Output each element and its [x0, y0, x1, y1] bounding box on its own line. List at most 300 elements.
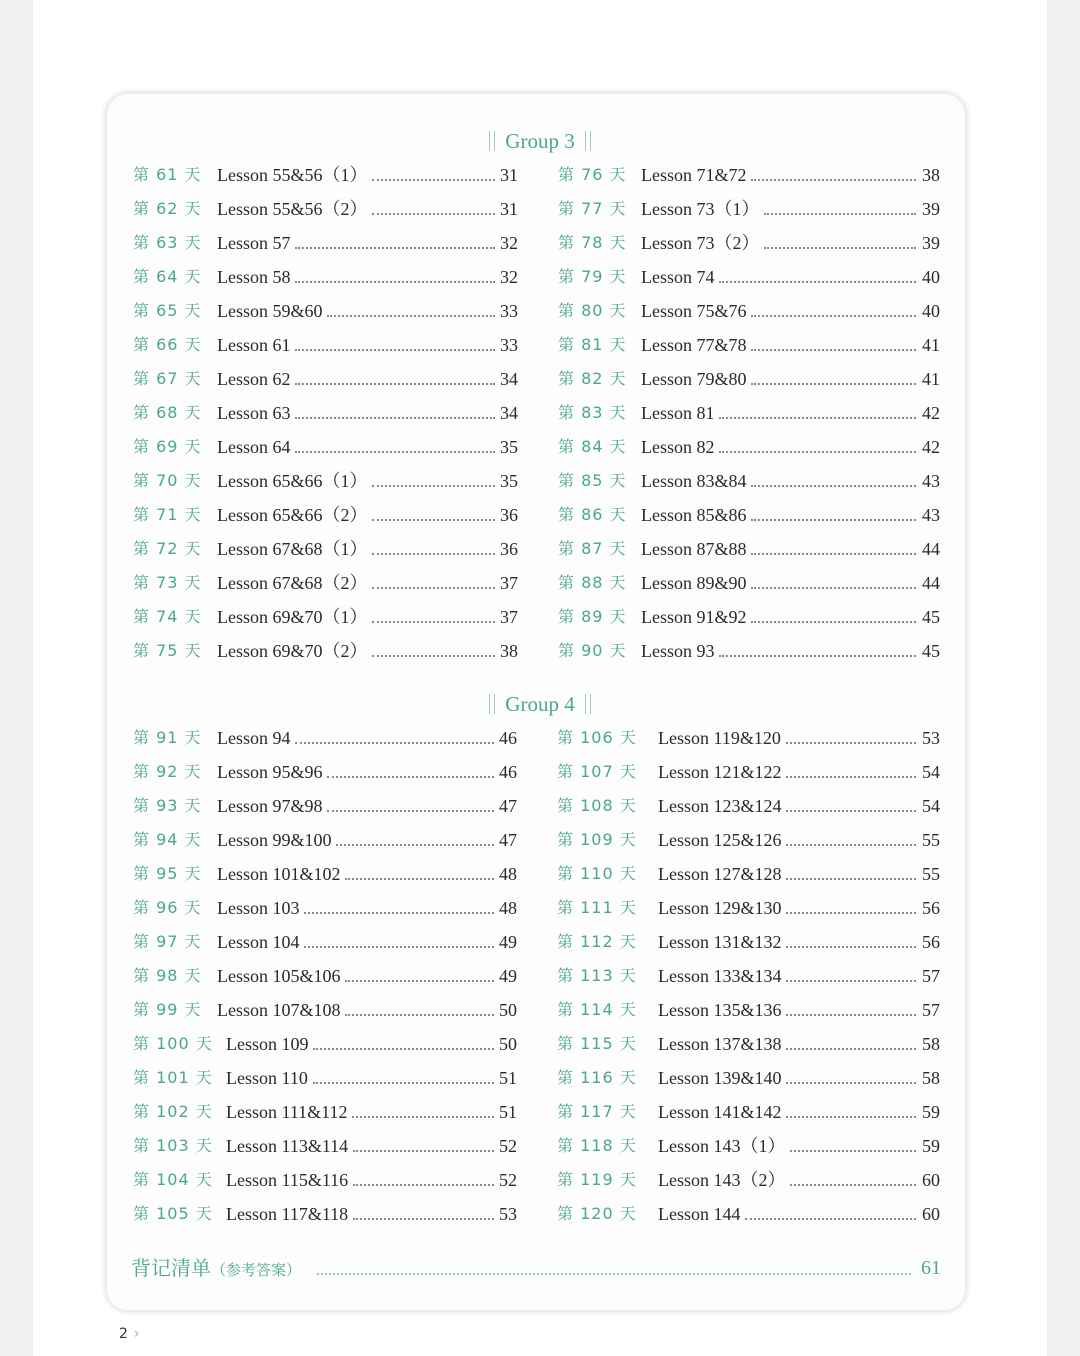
dot-leader [786, 1048, 916, 1050]
lesson-title: Lesson 127&128 [658, 864, 782, 884]
lesson-title: Lesson 103 [217, 898, 300, 918]
toc-entry[interactable] [133, 430, 530, 464]
toc-entry[interactable] [557, 1061, 952, 1095]
lesson-title: Lesson 85&86 [641, 505, 747, 525]
toc-entry[interactable] [133, 891, 529, 925]
day-label: 第 74 天 [133, 607, 202, 626]
page-number: 50 [499, 1034, 517, 1054]
dot-leader [786, 810, 916, 812]
lesson-title: Lesson 89&90 [641, 573, 747, 593]
toc-entry[interactable] [133, 857, 529, 891]
day-label: 第 100 天 [133, 1034, 213, 1053]
lesson-title: Lesson 93 [641, 641, 715, 661]
page-number: 35 [500, 437, 518, 457]
day-label: 第 71 天 [133, 505, 202, 524]
toc-entry[interactable] [133, 1163, 529, 1197]
page-number: 58 [922, 1068, 940, 1088]
toc-entry[interactable] [133, 1027, 529, 1061]
bracket-left-icon [489, 131, 495, 151]
toc-entry[interactable] [133, 362, 530, 396]
lesson-title: Lesson 110 [226, 1068, 308, 1088]
lesson-title: Lesson 61 [217, 335, 291, 355]
page-number: 47 [499, 796, 517, 816]
dot-leader [295, 349, 495, 351]
lesson-title: Lesson 69&70（1） [217, 607, 368, 627]
dot-leader [751, 553, 916, 555]
toc-entry[interactable] [558, 600, 952, 634]
lesson-title: Lesson 119&120 [658, 728, 781, 748]
lesson-title: Lesson 91&92 [641, 607, 747, 627]
toc-entry[interactable] [133, 532, 530, 566]
toc-entry[interactable] [133, 158, 530, 192]
toc-entry[interactable] [557, 823, 952, 857]
page-number: 54 [922, 796, 940, 816]
page-number: 37 [500, 607, 518, 627]
dot-leader [751, 349, 916, 351]
page-number: 53 [922, 728, 940, 748]
dot-leader [719, 451, 916, 453]
toc-entry[interactable] [133, 600, 530, 634]
lesson-title: Lesson 55&56（2） [217, 199, 368, 219]
day-label: 第 105 天 [133, 1204, 213, 1223]
page-number: 48 [499, 898, 517, 918]
page-number: 31 [500, 199, 518, 219]
toc-entry[interactable] [558, 158, 952, 192]
group-3-heading [0, 126, 1080, 156]
day-label: 第 62 天 [133, 199, 202, 218]
dot-leader [790, 1184, 916, 1186]
toc-entry[interactable] [558, 260, 952, 294]
page-number: 57 [922, 966, 940, 986]
dot-leader [372, 553, 495, 555]
day-label: 第 106 天 [557, 728, 637, 747]
dot-leader [317, 1273, 911, 1275]
page-number: 52 [499, 1136, 517, 1156]
dot-leader [786, 912, 916, 914]
lesson-title: Lesson 59&60 [217, 301, 323, 321]
dot-leader [353, 1218, 494, 1220]
page-number: 42 [922, 403, 940, 423]
page-number: 39 [922, 233, 940, 253]
toc-entry[interactable] [557, 1095, 952, 1129]
toc-entry[interactable] [133, 396, 530, 430]
page-number: 38 [922, 165, 940, 185]
dot-leader [786, 878, 916, 880]
toc-entry[interactable] [133, 260, 530, 294]
lesson-title: Lesson 65&66（1） [217, 471, 368, 491]
dot-leader [786, 1082, 916, 1084]
dot-leader [786, 742, 916, 744]
toc-entry[interactable] [557, 857, 952, 891]
toc-entry[interactable] [557, 1163, 952, 1197]
lesson-title: Lesson 62 [217, 369, 291, 389]
day-label: 第 66 天 [133, 335, 202, 354]
day-label: 第 119 天 [557, 1170, 637, 1189]
day-label: 第 117 天 [557, 1102, 637, 1121]
day-label: 第 70 天 [133, 471, 202, 490]
dot-leader [295, 742, 494, 744]
day-label: 第 102 天 [133, 1102, 213, 1121]
page-number: 32 [500, 267, 518, 287]
day-label: 第 68 天 [133, 403, 202, 422]
toc-entry[interactable] [558, 634, 952, 668]
toc-entry[interactable] [557, 993, 952, 1027]
dot-leader [345, 1014, 494, 1016]
page-number: 48 [499, 864, 517, 884]
lesson-title: Lesson 131&132 [658, 932, 782, 952]
toc-entry[interactable] [133, 1061, 529, 1095]
day-label: 第 90 天 [558, 641, 627, 660]
day-label: 第 80 天 [558, 301, 627, 320]
page-number: 41 [922, 335, 940, 355]
day-label: 第 78 天 [558, 233, 627, 252]
dot-leader [295, 281, 495, 283]
lesson-title: Lesson 129&130 [658, 898, 782, 918]
dot-leader [751, 519, 916, 521]
lesson-title: Lesson 74 [641, 267, 715, 287]
toc-entry[interactable] [558, 294, 952, 328]
dot-leader [786, 946, 916, 948]
lesson-title: Lesson 71&72 [641, 165, 747, 185]
lesson-title: Lesson 63 [217, 403, 291, 423]
day-label: 第 82 天 [558, 369, 627, 388]
dot-leader [372, 213, 495, 215]
toc-entry[interactable] [133, 1197, 529, 1231]
page-number: 44 [922, 573, 940, 593]
day-label: 第 110 天 [557, 864, 637, 883]
toc-entry[interactable] [558, 464, 952, 498]
toc-entry[interactable] [133, 755, 529, 789]
day-label: 第 113 天 [557, 966, 637, 985]
lesson-title: Lesson 104 [217, 932, 300, 952]
dot-leader [719, 655, 916, 657]
page-number: 41 [922, 369, 940, 389]
recite-title: 背记清单 [131, 1256, 211, 1280]
dot-leader [786, 1116, 916, 1118]
dot-leader [751, 485, 916, 487]
toc-entry[interactable] [133, 959, 529, 993]
dot-leader [372, 179, 495, 181]
toc-entry[interactable] [133, 993, 529, 1027]
dot-leader [295, 417, 495, 419]
day-label: 第 118 天 [557, 1136, 637, 1155]
dot-leader [764, 247, 916, 249]
day-label: 第 87 天 [558, 539, 627, 558]
page-number: 47 [499, 830, 517, 850]
lesson-title: Lesson 87&88 [641, 539, 747, 559]
page-number: 56 [922, 932, 940, 952]
toc-entry[interactable] [558, 328, 952, 362]
lesson-title: Lesson 95&96 [217, 762, 323, 782]
lesson-title: Lesson 94 [217, 728, 291, 748]
toc-entry[interactable] [133, 464, 530, 498]
toc-entry[interactable] [133, 925, 529, 959]
page-number: 56 [922, 898, 940, 918]
page-number: 55 [922, 864, 940, 884]
dot-leader [313, 1048, 494, 1050]
page-number: 39 [922, 199, 940, 219]
toc-entry[interactable] [557, 1027, 952, 1061]
page-number: 36 [500, 505, 518, 525]
dot-leader [786, 1014, 916, 1016]
page-number: 43 [922, 471, 940, 491]
day-label: 第 63 天 [133, 233, 202, 252]
lesson-title: Lesson 125&126 [658, 830, 782, 850]
day-label: 第 115 天 [557, 1034, 637, 1053]
day-label: 第 111 天 [557, 898, 637, 917]
lesson-title: Lesson 111&112 [226, 1102, 348, 1122]
page-number: 32 [500, 233, 518, 253]
dot-leader [751, 587, 916, 589]
lesson-title: Lesson 73（2） [641, 233, 760, 253]
day-label: 第 94 天 [133, 830, 202, 849]
lesson-title: Lesson 82 [641, 437, 715, 457]
day-label: 第 107 天 [557, 762, 637, 781]
toc-entry[interactable] [133, 566, 530, 600]
page-number: 43 [922, 505, 940, 525]
group-3-title: Group 3 [505, 129, 575, 153]
day-label: 第 96 天 [133, 898, 202, 917]
day-label: 第 65 天 [133, 301, 202, 320]
dot-leader [751, 179, 916, 181]
day-label: 第 91 天 [133, 728, 202, 747]
lesson-title: Lesson 58 [217, 267, 291, 287]
page-number: 51 [499, 1102, 517, 1122]
dot-leader [745, 1218, 916, 1220]
page-number: 50 [499, 1000, 517, 1020]
page-number: 60 [922, 1204, 940, 1224]
day-label: 第 72 天 [133, 539, 202, 558]
dot-leader [353, 1150, 494, 1152]
lesson-title: Lesson 55&56（1） [217, 165, 368, 185]
lesson-title: Lesson 67&68（1） [217, 539, 368, 559]
page-number: 49 [499, 932, 517, 952]
group-4-title: Group 4 [505, 692, 575, 716]
page-number: 58 [922, 1034, 940, 1054]
recite-page-number: 61 [921, 1257, 941, 1279]
dot-leader [295, 383, 495, 385]
folio [119, 1326, 140, 1342]
lesson-title: Lesson 121&122 [658, 762, 782, 782]
day-label: 第 99 天 [133, 1000, 202, 1019]
dot-leader [313, 1082, 494, 1084]
dot-leader [751, 621, 916, 623]
page-number: 33 [500, 301, 518, 321]
toc-entry[interactable] [557, 1129, 952, 1163]
toc-entry[interactable] [133, 721, 529, 755]
day-label: 第 77 天 [558, 199, 627, 218]
dot-leader [304, 946, 494, 948]
page-number: 59 [922, 1102, 940, 1122]
dot-leader [372, 519, 495, 521]
bracket-right-icon [585, 694, 591, 714]
page-number: 35 [500, 471, 518, 491]
dot-leader [786, 980, 916, 982]
lesson-title: Lesson 115&116 [226, 1170, 349, 1190]
day-label: 第 85 天 [558, 471, 627, 490]
page-number: 52 [499, 1170, 517, 1190]
day-label: 第 95 天 [133, 864, 202, 883]
day-label: 第 76 天 [558, 165, 627, 184]
lesson-title: Lesson 123&124 [658, 796, 782, 816]
page-number: 42 [922, 437, 940, 457]
toc-entry[interactable] [133, 823, 529, 857]
lesson-title: Lesson 77&78 [641, 335, 747, 355]
dot-leader [345, 980, 494, 982]
day-label: 第 116 天 [557, 1068, 637, 1087]
lesson-title: Lesson 141&142 [658, 1102, 782, 1122]
lesson-title: Lesson 69&70（2） [217, 641, 368, 661]
lesson-title: Lesson 99&100 [217, 830, 332, 850]
toc-entry[interactable] [558, 362, 952, 396]
dot-leader [372, 587, 495, 589]
page-number: 34 [500, 403, 518, 423]
day-label: 第 104 天 [133, 1170, 213, 1189]
day-label: 第 81 天 [558, 335, 627, 354]
chevron-right-icon: › [133, 1326, 140, 1342]
day-label: 第 84 天 [558, 437, 627, 456]
lesson-title: Lesson 113&114 [226, 1136, 349, 1156]
page-number: 46 [499, 762, 517, 782]
bracket-right-icon [585, 131, 591, 151]
toc-entry[interactable] [558, 566, 952, 600]
toc-entry[interactable] [558, 498, 952, 532]
lesson-title: Lesson 117&118 [226, 1204, 349, 1224]
day-label: 第 86 天 [558, 505, 627, 524]
day-label: 第 64 天 [133, 267, 202, 286]
dot-leader [372, 621, 495, 623]
day-label: 第 112 天 [557, 932, 637, 951]
day-label: 第 108 天 [557, 796, 637, 815]
page-number: 59 [922, 1136, 940, 1156]
day-label: 第 67 天 [133, 369, 202, 388]
dot-leader [751, 383, 916, 385]
toc-entry[interactable] [133, 1095, 529, 1129]
page-number: 31 [500, 165, 518, 185]
page-number: 57 [922, 1000, 940, 1020]
lesson-title: Lesson 109 [226, 1034, 309, 1054]
page-number: 36 [500, 539, 518, 559]
toc-entry[interactable] [557, 959, 952, 993]
day-label: 第 89 天 [558, 607, 627, 626]
dot-leader [719, 281, 916, 283]
dot-leader [336, 844, 494, 846]
day-label: 第 103 天 [133, 1136, 213, 1155]
page-number: 38 [500, 641, 518, 661]
day-label: 第 120 天 [557, 1204, 637, 1223]
page-number: 40 [922, 267, 940, 287]
dot-leader [751, 315, 916, 317]
day-label: 第 88 天 [558, 573, 627, 592]
toc-entry[interactable] [133, 192, 530, 226]
day-label: 第 79 天 [558, 267, 627, 286]
dot-leader [790, 1150, 916, 1152]
dot-leader [372, 485, 495, 487]
dot-leader [719, 417, 916, 419]
page-number: 49 [499, 966, 517, 986]
dot-leader [295, 247, 495, 249]
recite-list-entry[interactable] [131, 1250, 941, 1286]
lesson-title: Lesson 67&68（2） [217, 573, 368, 593]
page-number: 45 [922, 641, 940, 661]
dot-leader [327, 810, 494, 812]
toc-entry[interactable] [133, 294, 530, 328]
lesson-title: Lesson 144 [658, 1204, 741, 1224]
page-number: 53 [499, 1204, 517, 1224]
page-number: 40 [922, 301, 940, 321]
bracket-left-icon [489, 694, 495, 714]
page-number: 54 [922, 762, 940, 782]
page-number: 37 [500, 573, 518, 593]
toc-entry[interactable] [558, 226, 952, 260]
toc-entry[interactable] [133, 634, 530, 668]
toc-entry[interactable] [558, 396, 952, 430]
toc-entry[interactable] [557, 925, 952, 959]
lesson-title: Lesson 79&80 [641, 369, 747, 389]
dot-leader [372, 655, 495, 657]
dot-leader [304, 912, 494, 914]
toc-entry[interactable] [557, 789, 952, 823]
day-label: 第 98 天 [133, 966, 202, 985]
dot-leader [327, 315, 495, 317]
toc-entry[interactable] [133, 789, 529, 823]
group-4-heading [0, 689, 1080, 719]
lesson-title: Lesson 81 [641, 403, 715, 423]
page-number: 45 [922, 607, 940, 627]
dot-leader [352, 1116, 494, 1118]
lesson-title: Lesson 57 [217, 233, 291, 253]
toc-entry[interactable] [558, 430, 952, 464]
toc-entry[interactable] [557, 721, 952, 755]
dot-leader [786, 844, 916, 846]
lesson-title: Lesson 107&108 [217, 1000, 341, 1020]
recite-subtitle: （参考答案） [211, 1261, 302, 1279]
day-label: 第 114 天 [557, 1000, 637, 1019]
toc-entry[interactable] [133, 328, 530, 362]
lesson-title: Lesson 97&98 [217, 796, 323, 816]
day-label: 第 75 天 [133, 641, 202, 660]
lesson-title: Lesson 64 [217, 437, 291, 457]
day-label: 第 73 天 [133, 573, 202, 592]
toc-entry[interactable] [558, 532, 952, 566]
toc-entry[interactable] [133, 498, 530, 532]
dot-leader [786, 776, 916, 778]
day-label: 第 101 天 [133, 1068, 213, 1087]
day-label: 第 97 天 [133, 932, 202, 951]
lesson-title: Lesson 135&136 [658, 1000, 782, 1020]
toc-entry[interactable] [133, 226, 530, 260]
page-number: 46 [499, 728, 517, 748]
page-number: 34 [500, 369, 518, 389]
dot-leader [295, 451, 495, 453]
page-number: 51 [499, 1068, 517, 1088]
dot-leader [764, 213, 916, 215]
page-number: 60 [922, 1170, 940, 1190]
lesson-title: Lesson 65&66（2） [217, 505, 368, 525]
lesson-title: Lesson 137&138 [658, 1034, 782, 1054]
page-number: 55 [922, 830, 940, 850]
toc-entry[interactable] [557, 891, 952, 925]
toc-entry[interactable] [558, 192, 952, 226]
lesson-title: Lesson 73（1） [641, 199, 760, 219]
dot-leader [345, 878, 494, 880]
toc-entry[interactable] [557, 1197, 952, 1231]
toc-entry[interactable] [133, 1129, 529, 1163]
lesson-title: Lesson 83&84 [641, 471, 747, 491]
toc-entry[interactable] [557, 755, 952, 789]
page-number: 33 [500, 335, 518, 355]
dot-leader [327, 776, 494, 778]
